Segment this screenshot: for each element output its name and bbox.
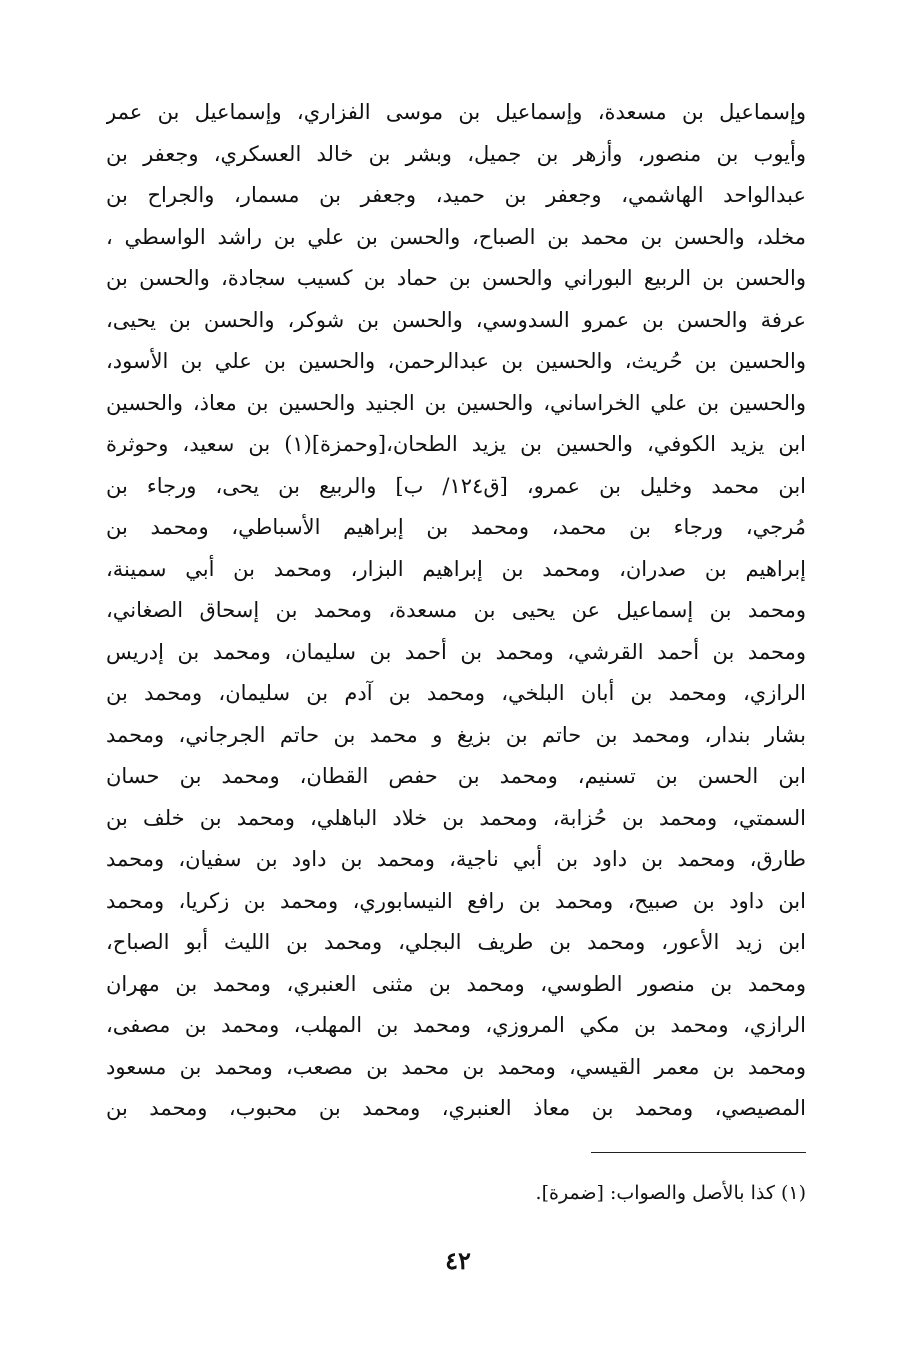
text-line: الرازي، ومحمد بن أبان البلخي، ومحمد بن آدم بن سليمان، ومحمد بن [106,681,806,705]
text-line: بشار بندار، ومحمد بن حاتم بن بزيغ و محمد بن حاتم الجرجاني، ومحمد [106,722,806,747]
text-line: ابن محمد وخليل بن عمرو، [ق١٢٤/ ب] والربيع بن يحى، ورجاء بن [106,473,806,498]
text-line: عرفة والحسن بن عمرو السدوسي، والحسن بن شوكر، والحسن بن يحيى، [106,307,806,332]
text-line: والحسين بن حُريث، والحسين بن عبدالرحمن، والحسين بن علي بن الأسود، [106,349,806,373]
text-line: ابن يزيد الكوفي، والحسين بن يزيد الطحان،[وحمزة](١) بن سعيد، وحوثرة [106,432,806,456]
footnote: (١) كذا بالأصل والصواب: [ضمرة]. [535,1182,806,1204]
text-line: ومحمد بن منصور الطوسي، ومحمد بن مثنى العنبري، ومحمد بن مهران [106,971,806,996]
text-line: والحسن بن الربيع البوراني والحسن بن حماد بن كسيب سجادة، والحسن بن [106,266,806,290]
text-line: مُرجي، ورجاء بن محمد، ومحمد بن إبراهيم الأسباطي، ومحمد بن [106,515,806,539]
text-line: المصيصي، ومحمد بن معاذ العنبري، ومحمد بن محبوب، ومحمد بن [106,1096,806,1120]
text-line: السمتي، ومحمد بن حُزابة، ومحمد بن خلاد الباهلي، ومحمد بن خلف بن [106,805,806,830]
footnote-divider [591,1152,806,1153]
text-line: ابن الحسن بن تسنيم، ومحمد بن حفص القطان، ومحمد بن حسان [106,764,806,788]
text-line: والحسين بن علي الخراساني، والحسين بن الجنيد والحسين بن معاذ، والحسين [106,390,806,415]
text-line: ومحمد بن معمر القيسي، ومحمد بن محمد بن مصعب، ومحمد بن مسعود [106,1054,806,1079]
text-line: الرازي، ومحمد بن مكي المروزي، ومحمد بن المهلب، ومحمد بن مصفى، [106,1013,806,1037]
main-text [106,92,806,1130]
text-line: ابن داود بن صبيح، ومحمد بن رافع النيسابوري، ومحمد بن زكريا، ومحمد [106,888,806,913]
text-line: إبراهيم بن صدران، ومحمد بن إبراهيم البزار، ومحمد بن أبي سمينة، [106,556,806,581]
text-line: وأيوب بن منصور، وأزهر بن جميل، وبشر بن خالد العسكري، وجعفر بن [106,141,806,166]
text-line: ومحمد بن إسماعيل عن يحيى بن مسعدة، ومحمد بن إسحاق الصغاني، [106,598,806,622]
text-line: وإسماعيل بن مسعدة، وإسماعيل بن موسى الفزاري، وإسماعيل بن عمر [106,100,806,124]
text-line: طارق، ومحمد بن داود بن أبي ناجية، ومحمد بن داود بن سفيان، ومحمد [106,847,806,871]
page-number: ٤٢ [445,1246,471,1275]
text-line: مخلد، والحسن بن محمد بن الصباح، والحسن بن علي بن راشد الواسطي ، [106,224,806,249]
text-line: ابن زيد الأعور، ومحمد بن طريف البجلي، ومحمد بن الليث أبو الصباح، [106,930,806,954]
text-line: عبدالواحد الهاشمي، وجعفر بن حميد، وجعفر بن مسمار، والجراح بن [106,183,806,207]
text-line: ومحمد بن أحمد القرشي، ومحمد بن أحمد بن سليمان، ومحمد بن إدريس [106,639,806,664]
